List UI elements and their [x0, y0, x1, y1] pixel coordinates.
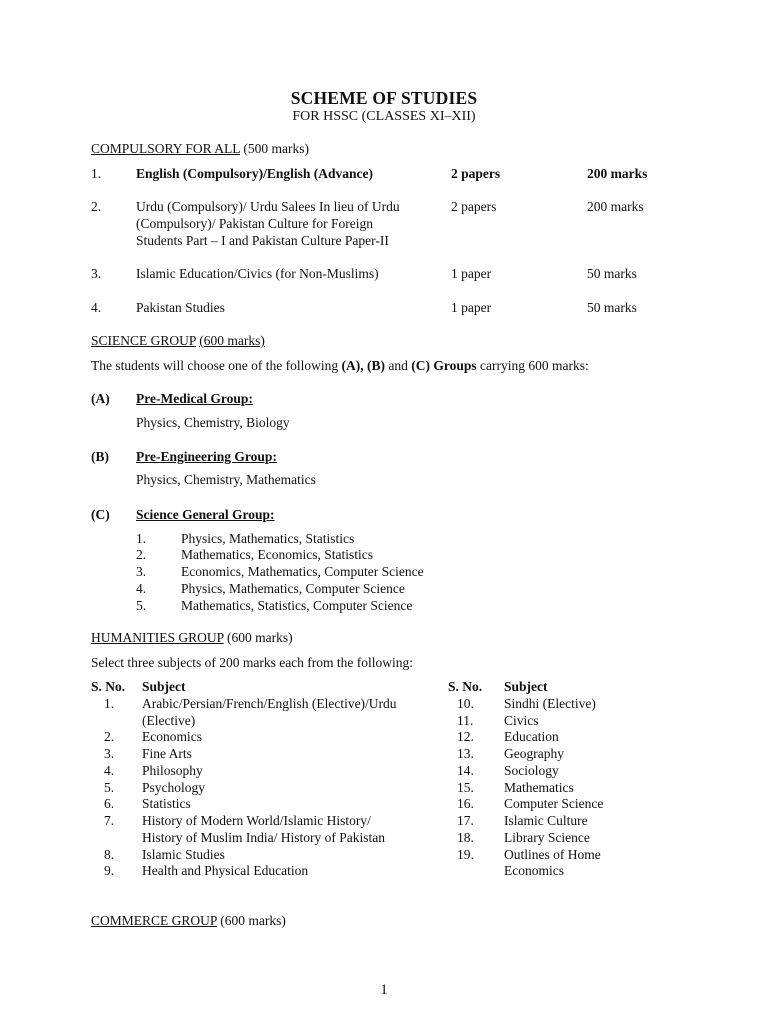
compulsory-row-marks: 50 marks — [587, 300, 637, 315]
subject-line: Library Science — [504, 830, 590, 845]
option-num: 1. — [136, 531, 147, 546]
subject-line: Sociology — [504, 763, 559, 778]
commerce-heading-marks: (600 marks) — [220, 913, 286, 928]
compulsory-row-num: 4. — [91, 300, 102, 315]
humanities-heading-marks: (600 marks) — [227, 630, 293, 645]
subject-line: (Elective) — [142, 713, 196, 728]
subject-line: Islamic Culture — [504, 813, 588, 828]
subject-line: Economics — [142, 729, 202, 744]
subject-num: 13. — [457, 746, 474, 761]
compulsory-row-subject-line: (Compulsory)/ Pakistan Culture for Foreign — [136, 216, 373, 231]
group-name-pre-engineering: Pre-Engineering Group: — [136, 449, 277, 464]
subject-num: 2. — [104, 729, 115, 744]
subject-num: 16. — [457, 796, 474, 811]
subject-line: Economics — [504, 863, 564, 878]
subject-line: Fine Arts — [142, 746, 192, 761]
group-subjects: Physics, Chemistry, Mathematics — [136, 472, 316, 487]
compulsory-row-papers: 2 papers — [451, 166, 501, 181]
group-name-science-general: Science General Group: — [136, 507, 275, 522]
subject-line: Geography — [504, 746, 564, 761]
subject-line: Arabic/Persian/French/English (Elective)/Urdu — [142, 696, 397, 711]
compulsory-row-subject: Islamic Education/Civics (for Non-Muslims) — [136, 266, 379, 281]
option-text: Mathematics, Statistics, Computer Science — [181, 598, 413, 613]
group-subjects: Physics, Chemistry, Biology — [136, 415, 290, 430]
science-heading-marks: (600 marks) — [199, 333, 265, 348]
compulsory-row-marks: 200 marks — [587, 166, 648, 181]
page-subtitle: FOR HSSC (CLASSES XI–XII) — [292, 109, 476, 124]
group-label: (B) — [91, 449, 109, 464]
compulsory-heading-text: COMPULSORY FOR ALL — [91, 141, 241, 156]
humanities-heading — [91, 629, 293, 646]
compulsory-heading — [91, 140, 309, 157]
subject-line: Computer Science — [504, 796, 604, 811]
option-num: 5. — [136, 598, 147, 613]
subject-line: Sindhi (Elective) — [504, 696, 596, 711]
humanities-intro: Select three subjects of 200 marks each from the following: — [91, 655, 414, 670]
subject-num: 9. — [104, 863, 115, 878]
subject-num: 11. — [457, 713, 474, 728]
group-name-pre-medical: Pre-Medical Group: — [136, 391, 253, 406]
col-header-sno: S. No. — [448, 679, 483, 694]
option-text: Physics, Mathematics, Computer Science — [181, 581, 405, 596]
option-num: 2. — [136, 547, 147, 562]
subject-line: Psychology — [142, 780, 206, 795]
compulsory-row-subject-line: Students Part – I and Pakistan Culture Paper-II — [136, 233, 389, 248]
science-intro-text: The students will choose one of the following — [91, 358, 342, 373]
compulsory-row-subject: Pakistan Studies — [136, 300, 225, 315]
subject-line: History of Modern World/Islamic History/ — [142, 813, 371, 828]
compulsory-row-num: 2. — [91, 199, 102, 214]
subject-num: 7. — [104, 813, 115, 828]
subject-line: Philosophy — [142, 763, 203, 778]
compulsory-heading-marks: (500 marks) — [243, 141, 310, 156]
subject-num: 19. — [457, 847, 474, 862]
subject-num: 10. — [457, 696, 474, 711]
science-intro-groups-ab: (A), (B) — [341, 358, 385, 373]
page-title: SCHEME OF STUDIES — [290, 88, 478, 108]
subject-num: 18. — [457, 830, 474, 845]
compulsory-row-subject-line: Urdu (Compulsory)/ Urdu Salees In lieu of Urdu — [136, 199, 400, 214]
science-heading — [91, 332, 265, 349]
subject-line: Islamic Studies — [142, 847, 225, 862]
science-intro-and: and — [384, 358, 412, 373]
compulsory-row-papers: 2 papers — [451, 199, 497, 214]
science-intro-group-c: (C) Groups — [411, 358, 477, 373]
subject-line: Outlines of Home — [504, 847, 601, 862]
compulsory-row-num: 1. — [91, 166, 102, 181]
group-label: (C) — [91, 507, 110, 522]
subject-num: 5. — [104, 780, 115, 795]
option-text: Physics, Mathematics, Statistics — [181, 531, 355, 546]
subject-line: Civics — [504, 713, 539, 728]
commerce-heading-text: COMMERCE GROUP — [91, 913, 217, 928]
subject-line: Mathematics — [504, 780, 574, 795]
humanities-heading-text: HUMANITIES GROUP — [91, 630, 224, 645]
science-intro-suffix: carrying 600 marks: — [476, 358, 589, 373]
subject-line: History of Muslim India/ History of Pakistan — [142, 830, 385, 845]
option-num: 3. — [136, 564, 147, 579]
subject-num: 14. — [457, 763, 474, 778]
science-heading-text: SCIENCE GROUP — [91, 333, 196, 348]
subject-num: 4. — [104, 763, 115, 778]
subject-num: 12. — [457, 729, 474, 744]
compulsory-row-num: 3. — [91, 266, 102, 281]
option-text: Economics, Mathematics, Computer Science — [181, 564, 424, 579]
subject-num: 3. — [104, 746, 115, 761]
subject-num: 8. — [104, 847, 115, 862]
page-number: 1 — [380, 982, 388, 998]
subject-line: Education — [504, 729, 559, 744]
compulsory-row-papers: 1 paper — [451, 266, 492, 281]
col-header-subject: Subject — [142, 679, 186, 694]
compulsory-row-papers: 1 paper — [451, 300, 492, 315]
subject-line: Statistics — [142, 796, 191, 811]
subject-line: Health and Physical Education — [142, 863, 309, 878]
option-text: Mathematics, Economics, Statistics — [181, 547, 373, 562]
compulsory-row-subject: English (Compulsory)/English (Advance) — [136, 166, 374, 181]
subject-num: 1. — [104, 696, 115, 711]
col-header-sno: S. No. — [91, 679, 126, 694]
subject-num: 6. — [104, 796, 115, 811]
compulsory-row-marks: 200 marks — [587, 199, 644, 214]
science-intro — [91, 357, 589, 374]
compulsory-row-marks: 50 marks — [587, 266, 637, 281]
option-num: 4. — [136, 581, 147, 596]
subject-num: 17. — [457, 813, 474, 828]
group-label: (A) — [91, 391, 110, 406]
col-header-subject: Subject — [504, 679, 548, 694]
commerce-heading — [91, 912, 286, 929]
subject-num: 15. — [457, 780, 474, 795]
